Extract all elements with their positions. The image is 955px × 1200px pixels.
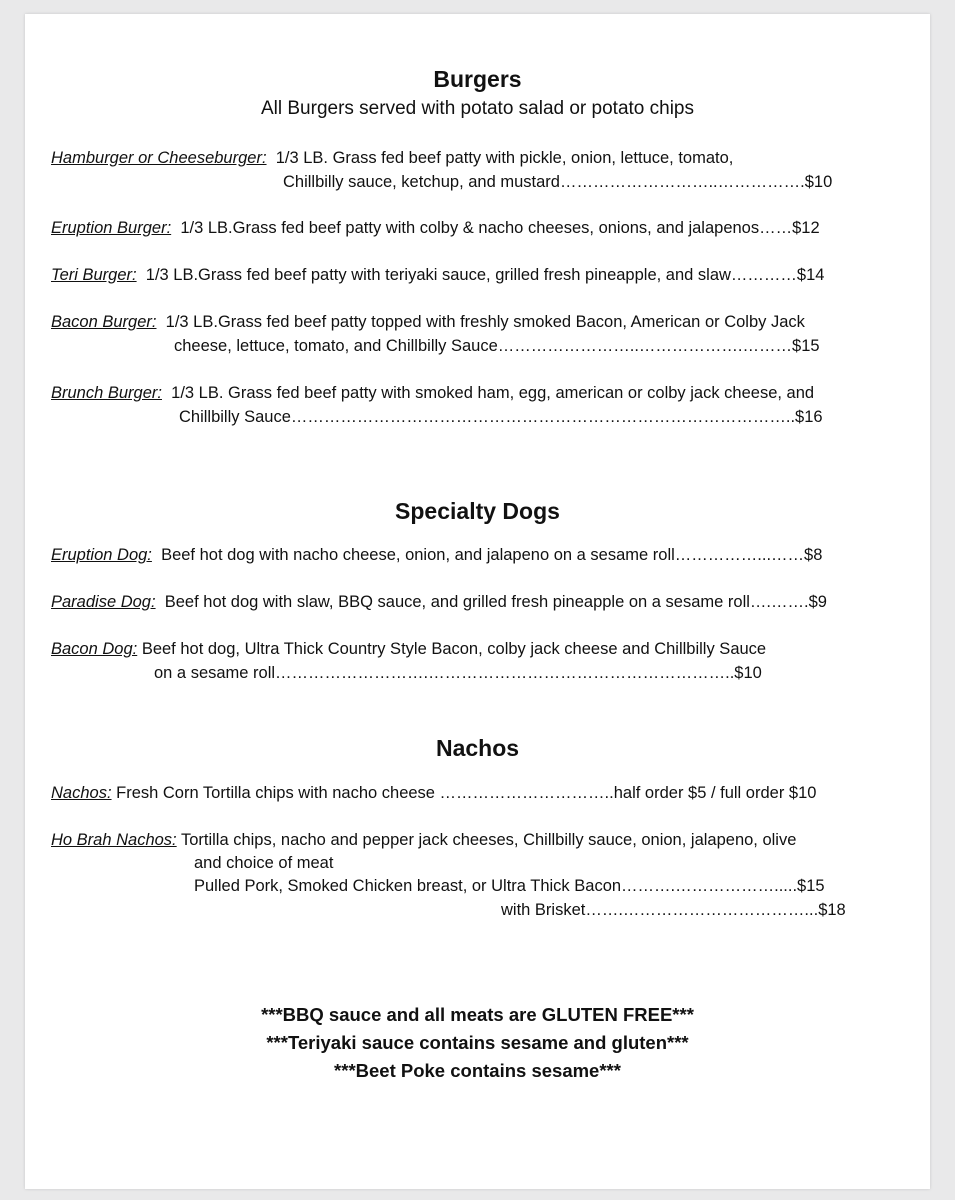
item-description: 1/3 LB.Grass fed beef patty with teriyaki sauce, grilled fresh pineapple, and slaw…………$14 — [145, 266, 825, 284]
item-name: Teri Burger: — [51, 266, 137, 284]
item-description-cont: on a sesame roll……………………….………………………………………………..$10 — [154, 664, 762, 682]
menu-item-eruption-dog — [51, 545, 822, 565]
menu-item-ho-brah-nachos — [51, 830, 796, 850]
item-description: 1/3 LB. Grass fed beef patty with pickle, onion, lettuce, tomato, — [275, 149, 734, 167]
item-name: Eruption Dog: — [51, 546, 152, 564]
allergen-note: ***Teriyaki sauce contains sesame and gluten*** — [266, 1032, 689, 1053]
item-description: Tortilla chips, nacho and pepper jack cheeses, Chillbilly sauce, onion, jalapeno, olive — [180, 831, 797, 849]
item-description-cont: Chillbilly sauce, ketchup, and mustard………………………..…………….$10 — [283, 173, 833, 191]
item-name: Nachos: — [51, 784, 112, 802]
item-price-line: Pulled Pork, Smoked Chicken breast, or Ultra Thick Bacon……….……………….....$15 — [194, 877, 825, 895]
item-name: Ho Brah Nachos: — [51, 831, 177, 849]
item-name: Bacon Dog: — [51, 640, 138, 658]
item-description-cont: cheese, lettuce, tomato, and Chillbilly Sauce……………………..……………….………$15 — [174, 337, 820, 355]
item-description: Beef hot dog, Ultra Thick Country Style Bacon, colby jack cheese and Chillbilly Sauce — [141, 640, 767, 658]
burgers-subheading: All Burgers served with potato salad or potato chips — [260, 98, 694, 119]
burgers-heading: Burgers — [433, 66, 522, 92]
item-description-cont: Chillbilly Sauce………………………………………………………………………………..$16 — [179, 408, 823, 426]
item-name: Bacon Burger: — [51, 313, 157, 331]
item-name: Hamburger or Cheeseburger: — [51, 149, 267, 167]
item-description-cont: and choice of meat — [194, 854, 334, 872]
item-description: Beef hot dog with nacho cheese, onion, and jalapeno on a sesame roll……………...……$8 — [161, 546, 823, 564]
allergen-note: ***Beet Poke contains sesame*** — [334, 1060, 621, 1081]
item-name: Brunch Burger: — [51, 384, 162, 402]
nachos-heading: Nachos — [435, 735, 520, 761]
item-description: 1/3 LB.Grass fed beef patty with colby & nacho cheeses, onions, and jalapenos……$12 — [180, 219, 820, 237]
item-description: 1/3 LB.Grass fed beef patty topped with freshly smoked Bacon, American or Colby Jack — [165, 313, 805, 331]
menu-item-brunch-burger — [51, 383, 814, 403]
menu-item-eruption-burger — [51, 218, 820, 238]
menu-item-nachos — [51, 783, 816, 803]
item-description: 1/3 LB. Grass fed beef patty with smoked ham, egg, american or colby jack cheese, and — [171, 384, 815, 402]
item-description: Fresh Corn Tortilla chips with nacho cheese …………………………..half order $5 / full order $10 — [116, 784, 817, 802]
allergen-note: ***BBQ sauce and all meats are GLUTEN FREE*** — [261, 1004, 694, 1025]
item-name: Paradise Dog: — [51, 593, 156, 611]
menu-item-bacon-burger — [51, 312, 805, 332]
menu-item-bacon-dog — [51, 639, 766, 659]
item-description: Beef hot dog with slaw, BBQ sauce, and grilled fresh pineapple on a sesame roll….…….$9 — [164, 593, 827, 611]
menu-item-hamburger — [51, 148, 733, 168]
dogs-heading: Specialty Dogs — [395, 498, 560, 524]
item-price-line: with Brisket…….……………………………...$18 — [501, 901, 846, 919]
item-name: Eruption Burger: — [51, 219, 172, 237]
menu-item-teri-burger — [51, 265, 824, 285]
menu-item-paradise-dog — [51, 592, 827, 612]
